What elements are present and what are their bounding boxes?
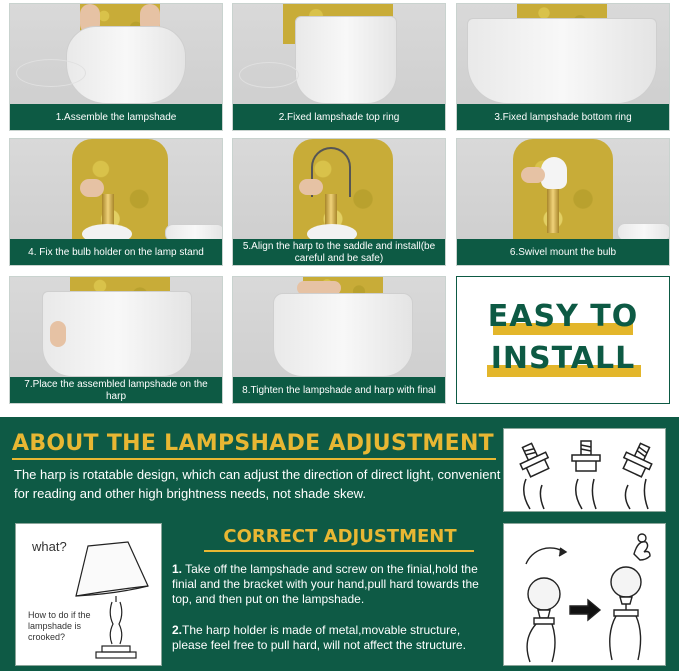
about-title: ABOUT THE LAMPSHADE ADJUSTMENT: [12, 431, 494, 456]
step-4-photo: [10, 139, 222, 239]
step-3-photo: [457, 4, 669, 104]
step-1-card: [9, 3, 223, 131]
correct-step-1-text: Take off the lampshade and screw on the finial,hold the finial and the bracket with your hand,pull hard towards the top, and then put on the lampshade.: [172, 562, 479, 606]
step-1-caption: 1.Assemble the lampshade: [10, 104, 222, 131]
step-7-photo: [10, 277, 222, 377]
correct-adjustment-title: CORRECT ADJUSTMENT: [223, 526, 457, 547]
lamp-howto-label: How to do if the lampshade is crooked?: [28, 610, 91, 642]
step-6-caption: 6.Swivel mount the bulb: [457, 239, 669, 266]
step-5-caption: 5.Align the harp to the saddle and install(be careful and be safe): [233, 239, 445, 266]
step-5-card: [232, 138, 446, 266]
step-7-caption: 7.Place the assembled lampshade on the harp: [10, 377, 222, 404]
lamp-what-label: what?: [32, 539, 67, 554]
step-8-caption: 8.Tighten the lampshade and harp with final: [233, 377, 445, 404]
step-5-photo: [233, 139, 445, 239]
correct-step-1: [172, 562, 497, 607]
step-4-caption: 4. Fix the bulb holder on the lamp stand: [10, 239, 222, 266]
step-7-card: [9, 276, 223, 404]
step-4-card: [9, 138, 223, 266]
arrow-right-icon: [570, 600, 600, 620]
lamp-question-box: [15, 523, 162, 666]
step-6-card: [456, 138, 670, 266]
step-3-card: [456, 3, 670, 131]
step-2-card: [232, 3, 446, 131]
about-text: The harp is rotatable design, which can adjust the direction of direct light, convenient for reading and other high brightness needs, not shade skew.: [14, 467, 501, 501]
step-1-photo: [10, 4, 222, 104]
harp-rotation-box: [503, 428, 666, 512]
step-6-photo: [457, 139, 669, 239]
easy-to-install-line1: EASY TO: [487, 299, 639, 334]
easy-to-install-badge: [456, 276, 670, 404]
step-8-photo: [233, 277, 445, 377]
step-8-card: [232, 276, 446, 404]
correct-adjustment-underline: [204, 550, 474, 552]
correct-step-2-text: The harp holder is made of metal,movable structure, please feel free to pull hard, will not affect the structure.: [172, 623, 466, 652]
correct-step-2: [172, 623, 497, 653]
easy-to-install-line2: INSTALL: [490, 341, 636, 376]
step-3-caption: 3.Fixed lampshade bottom ring: [457, 104, 669, 131]
harp-rotation-icon: [504, 429, 666, 512]
correct-step-1-num: 1.: [172, 562, 183, 576]
step-2-caption: 2.Fixed lampshade top ring: [233, 104, 445, 131]
pull-adjust-icon: [504, 524, 666, 666]
step-2-photo: [233, 4, 445, 104]
about-underline: [12, 458, 496, 460]
correct-step-2-num: 2.: [172, 623, 183, 637]
pull-adjust-box: [503, 523, 666, 666]
